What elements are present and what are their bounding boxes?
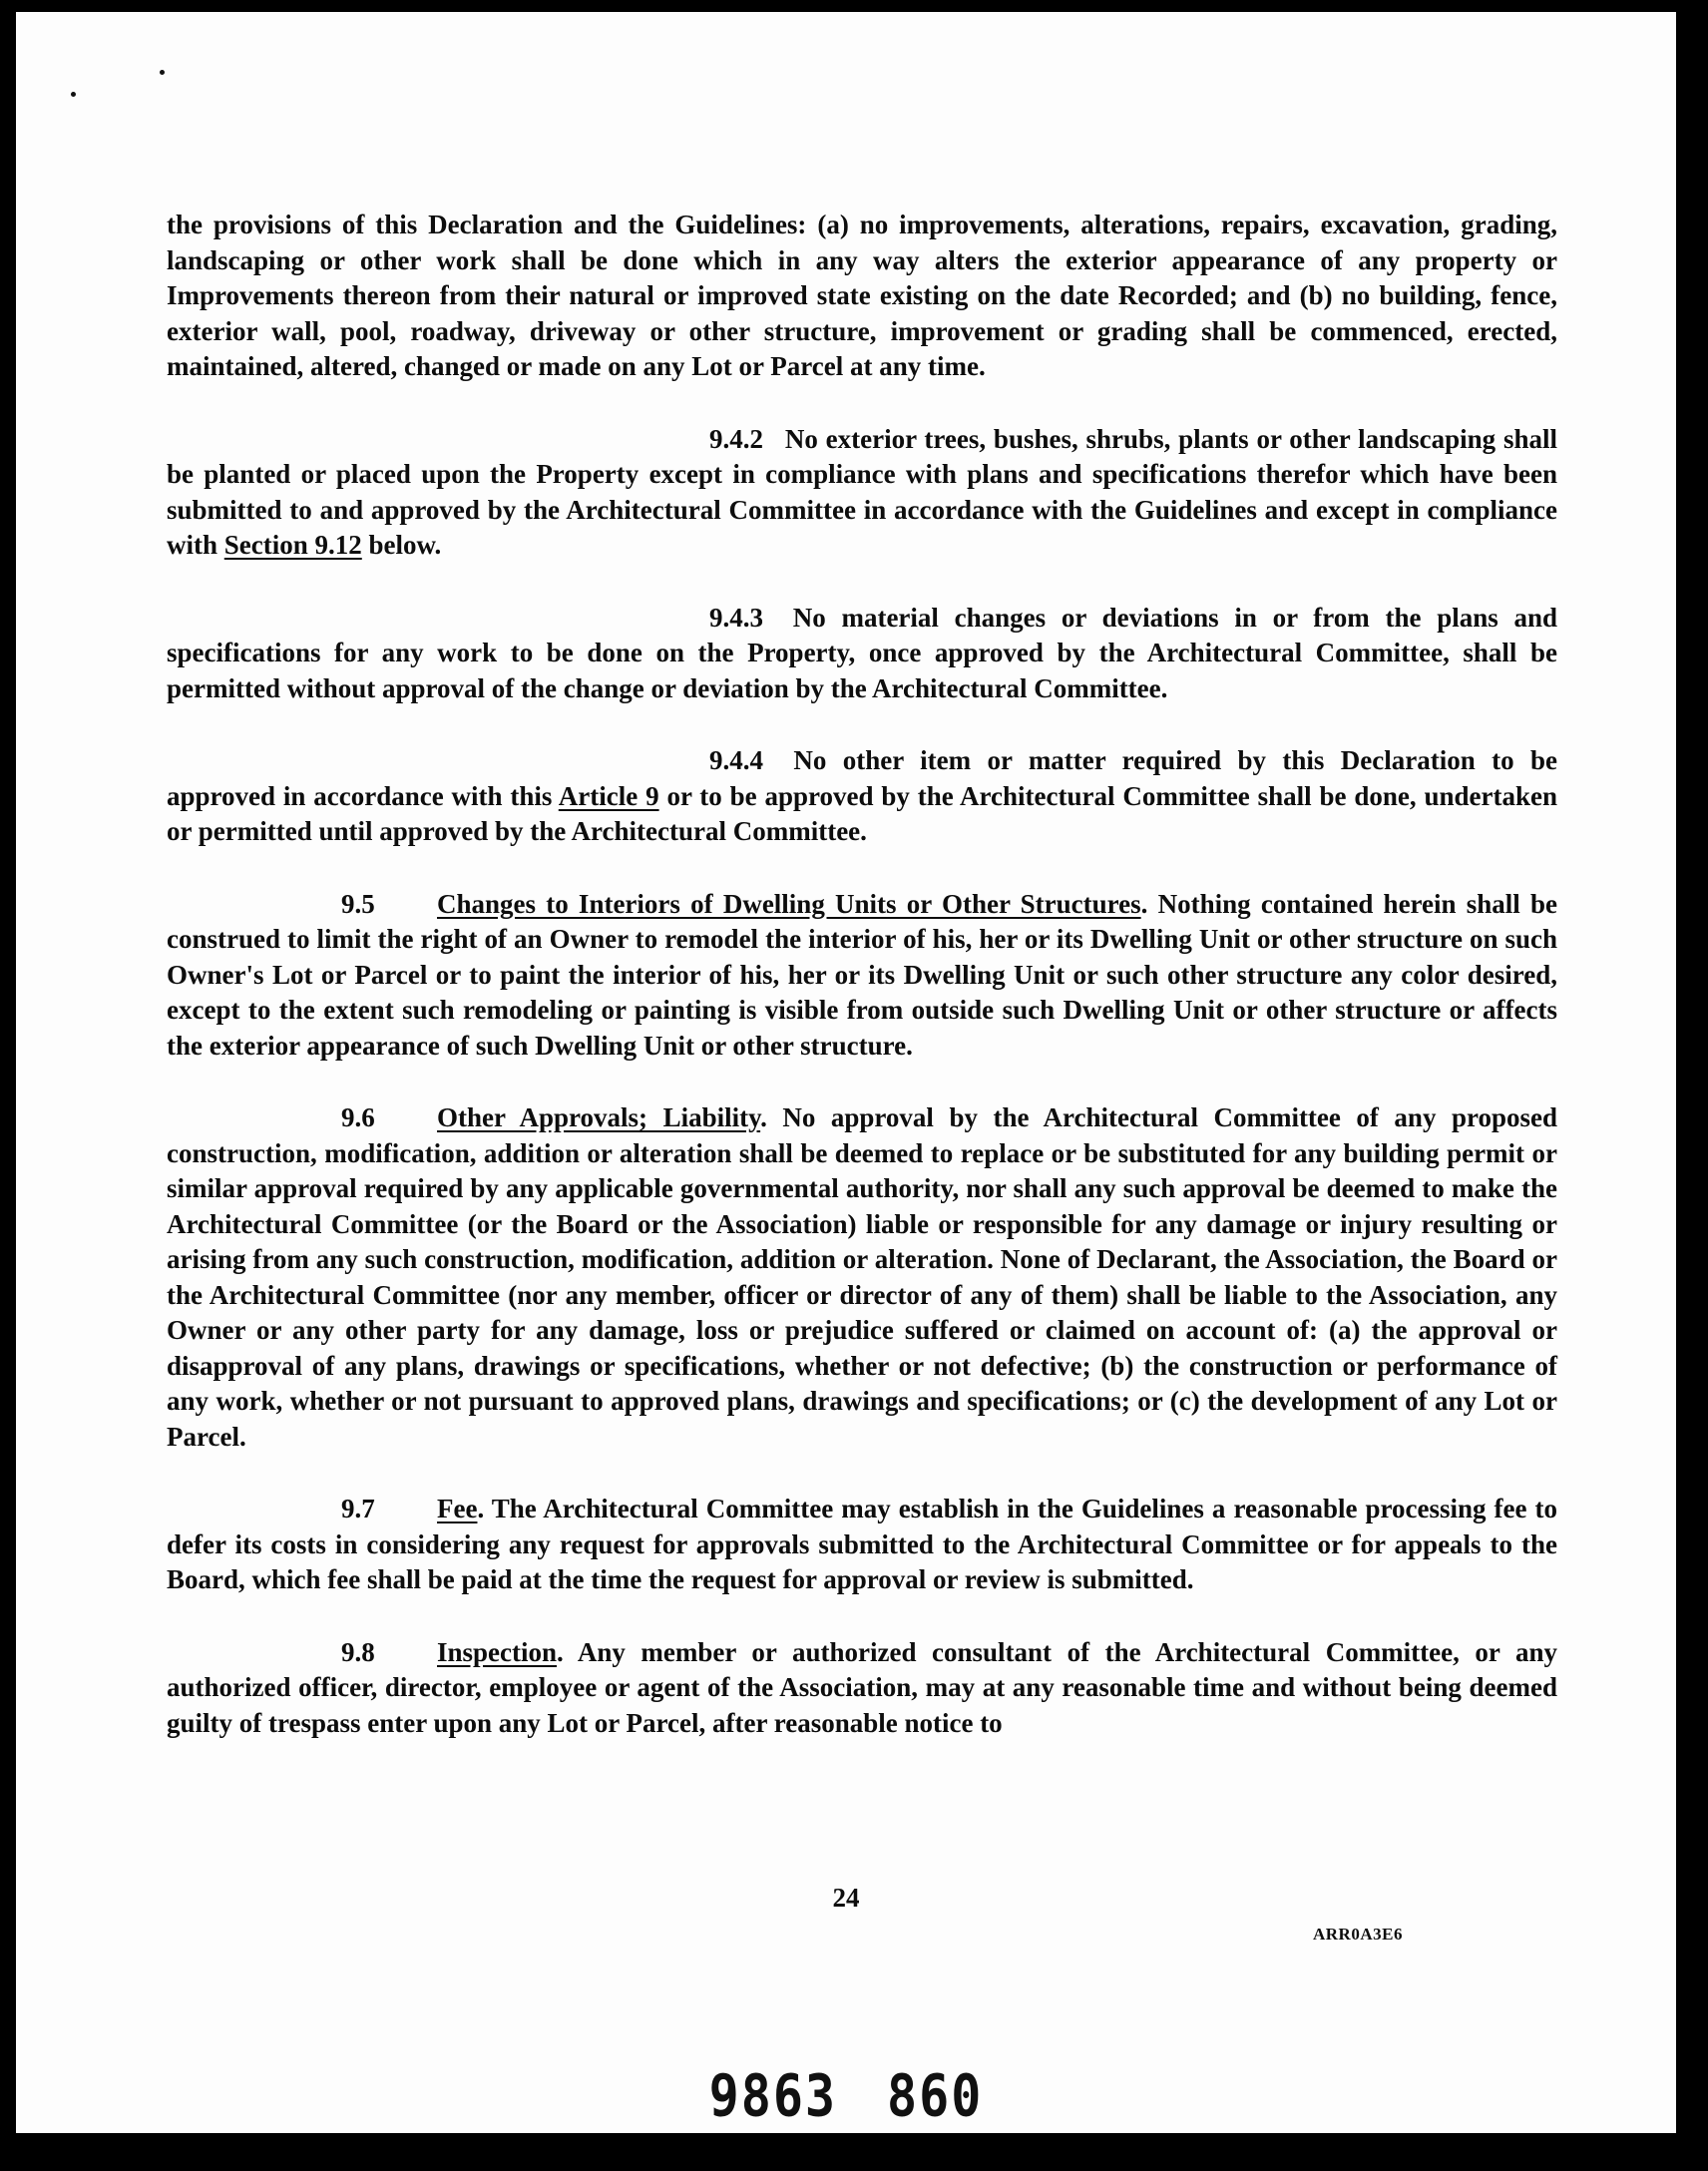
- page-number: 24: [832, 1883, 860, 1913]
- stamp-book-number: 9863: [708, 2062, 838, 2130]
- section-9-4-4: [167, 743, 1557, 850]
- section-text: . Any member or authorized consultant of the Architectural Committee, or any authorized officer, director, employee or agent of the Association, may at any reasonable time and without being deemed guilty of trespass enter upon any Lot or Parcel, after reasonable notice to: [167, 1636, 1557, 1738]
- scan-border: [16, 2133, 1676, 2155]
- section-9-7: [167, 1492, 1557, 1598]
- section-text-after: below.: [368, 530, 442, 560]
- section-9-4-2: [167, 422, 1557, 564]
- scan-speck: [71, 92, 76, 97]
- section-9-8: [167, 1635, 1557, 1742]
- paragraph-text: the provisions of this Declaration and the Guidelines: (a) no improvements, alterations, repairs, excavation, grading, landscaping or other work shall be done which in any way alters the exterior appearance of any property or Improvements thereon from their natural or improved state existing on the date Recorded; and (b) no building, fence, exterior wall, pool, roadway, driveway or other structure, improvement or grading shall be commenced, erected, maintained, altered, changed or made on any Lot or Parcel at any time.: [167, 210, 1557, 381]
- section-text-after: or to be approved by the Architectural Committee shall be done, undertaken or permitted until approved by the Architectural Committee.: [167, 780, 1557, 846]
- section-link: Article 9: [558, 780, 659, 811]
- section-9-4-3: [167, 601, 1557, 707]
- section-heading: Inspection: [437, 1636, 558, 1667]
- section-number: 9.4.3: [709, 602, 763, 633]
- scan-speck: [160, 70, 165, 75]
- section-text: . The Architectural Committee may establish in the Guidelines a reasonable processing fee to defer its costs in considering any request for approvals submitted to the Architectural Committee or for appeals to the Board, which fee shall be paid at the time the request for approval or review is submitted.: [167, 1494, 1557, 1594]
- section-9-6: [167, 1100, 1557, 1455]
- section-heading: Other Approvals; Liability: [437, 1102, 761, 1132]
- stamp-page-number: 860: [887, 2062, 984, 2130]
- section-text: No exterior trees, bushes, shrubs, plants or other landscaping shall be planted or placed upon the Property except in compliance with plans and specifications therefor which have been submitted to and approved by the Architectural Committee in accordance with the Guidelines and except in compliance with: [167, 423, 1558, 560]
- section-heading: Changes to Interiors of Dwelling Units or Other Structures: [437, 888, 1141, 919]
- section-text: . Nothing contained herein shall be construed to limit the right of an Owner to remodel the interior of his, her or its Dwelling Unit or other structure on such Owner's Lot or Parcel or to paint the interior of his, her or its Dwelling Unit or such other structure any color desired, except to the extent such remodeling or painting is visible from outside such Dwelling Unit or other structure or affects the exterior appearance of such Dwelling Unit or other structure.: [167, 888, 1557, 1061]
- document-body: [167, 208, 1557, 1778]
- document-code: ARR0A3E6: [1313, 1925, 1403, 1944]
- section-heading: Fee: [437, 1494, 478, 1523]
- section-9-5: [167, 887, 1557, 1065]
- section-link: Section 9.12: [223, 530, 362, 560]
- section-number: 9.8: [341, 1636, 375, 1667]
- section-number: 9.4.2: [709, 423, 763, 454]
- section-number: 9.6: [341, 1102, 375, 1132]
- section-number: 9.4.4: [709, 745, 763, 775]
- section-text: No other item or matter required by this Declaration to be approved in accordance with this: [167, 745, 1557, 811]
- section-number: 9.5: [341, 888, 375, 919]
- section-number: 9.7: [341, 1494, 375, 1523]
- paragraph-continuation: [167, 208, 1557, 385]
- document-page: [16, 12, 1676, 2155]
- section-text: . No approval by the Architectural Committee of any proposed construction, modification, addition or alteration shall be deemed to replace or be substituted for any building permit or similar approval required by any applicable governmental authority, nor shall any such approval be deemed to make the Architectural Committee (or the Board or the Association) liable or responsible for any damage or injury resulting or arising from any such construction, modification, addition or alteration. None of Declarant, the Association, the Board or the Architectural Committee (nor any member, officer or director of any of them) shall be liable to the Association, any Owner or any other party for any damage, loss or prejudice suffered or claimed on account of: (a) the approval or disapproval of any plans, drawings or specifications, whether or not defective; (b) the construction or performance of any work, whether or not pursuant to approved plans, drawings and specifications; or (c) the development of any Lot or Parcel.: [167, 1102, 1557, 1452]
- section-text: No material changes or deviations in or from the plans and specifications for any work to be done on the Property, once approved by the Architectural Committee, shall be permitted without approval of the change or deviation by the Architectural Committee.: [167, 602, 1558, 703]
- recording-stamp: [16, 2063, 1676, 2130]
